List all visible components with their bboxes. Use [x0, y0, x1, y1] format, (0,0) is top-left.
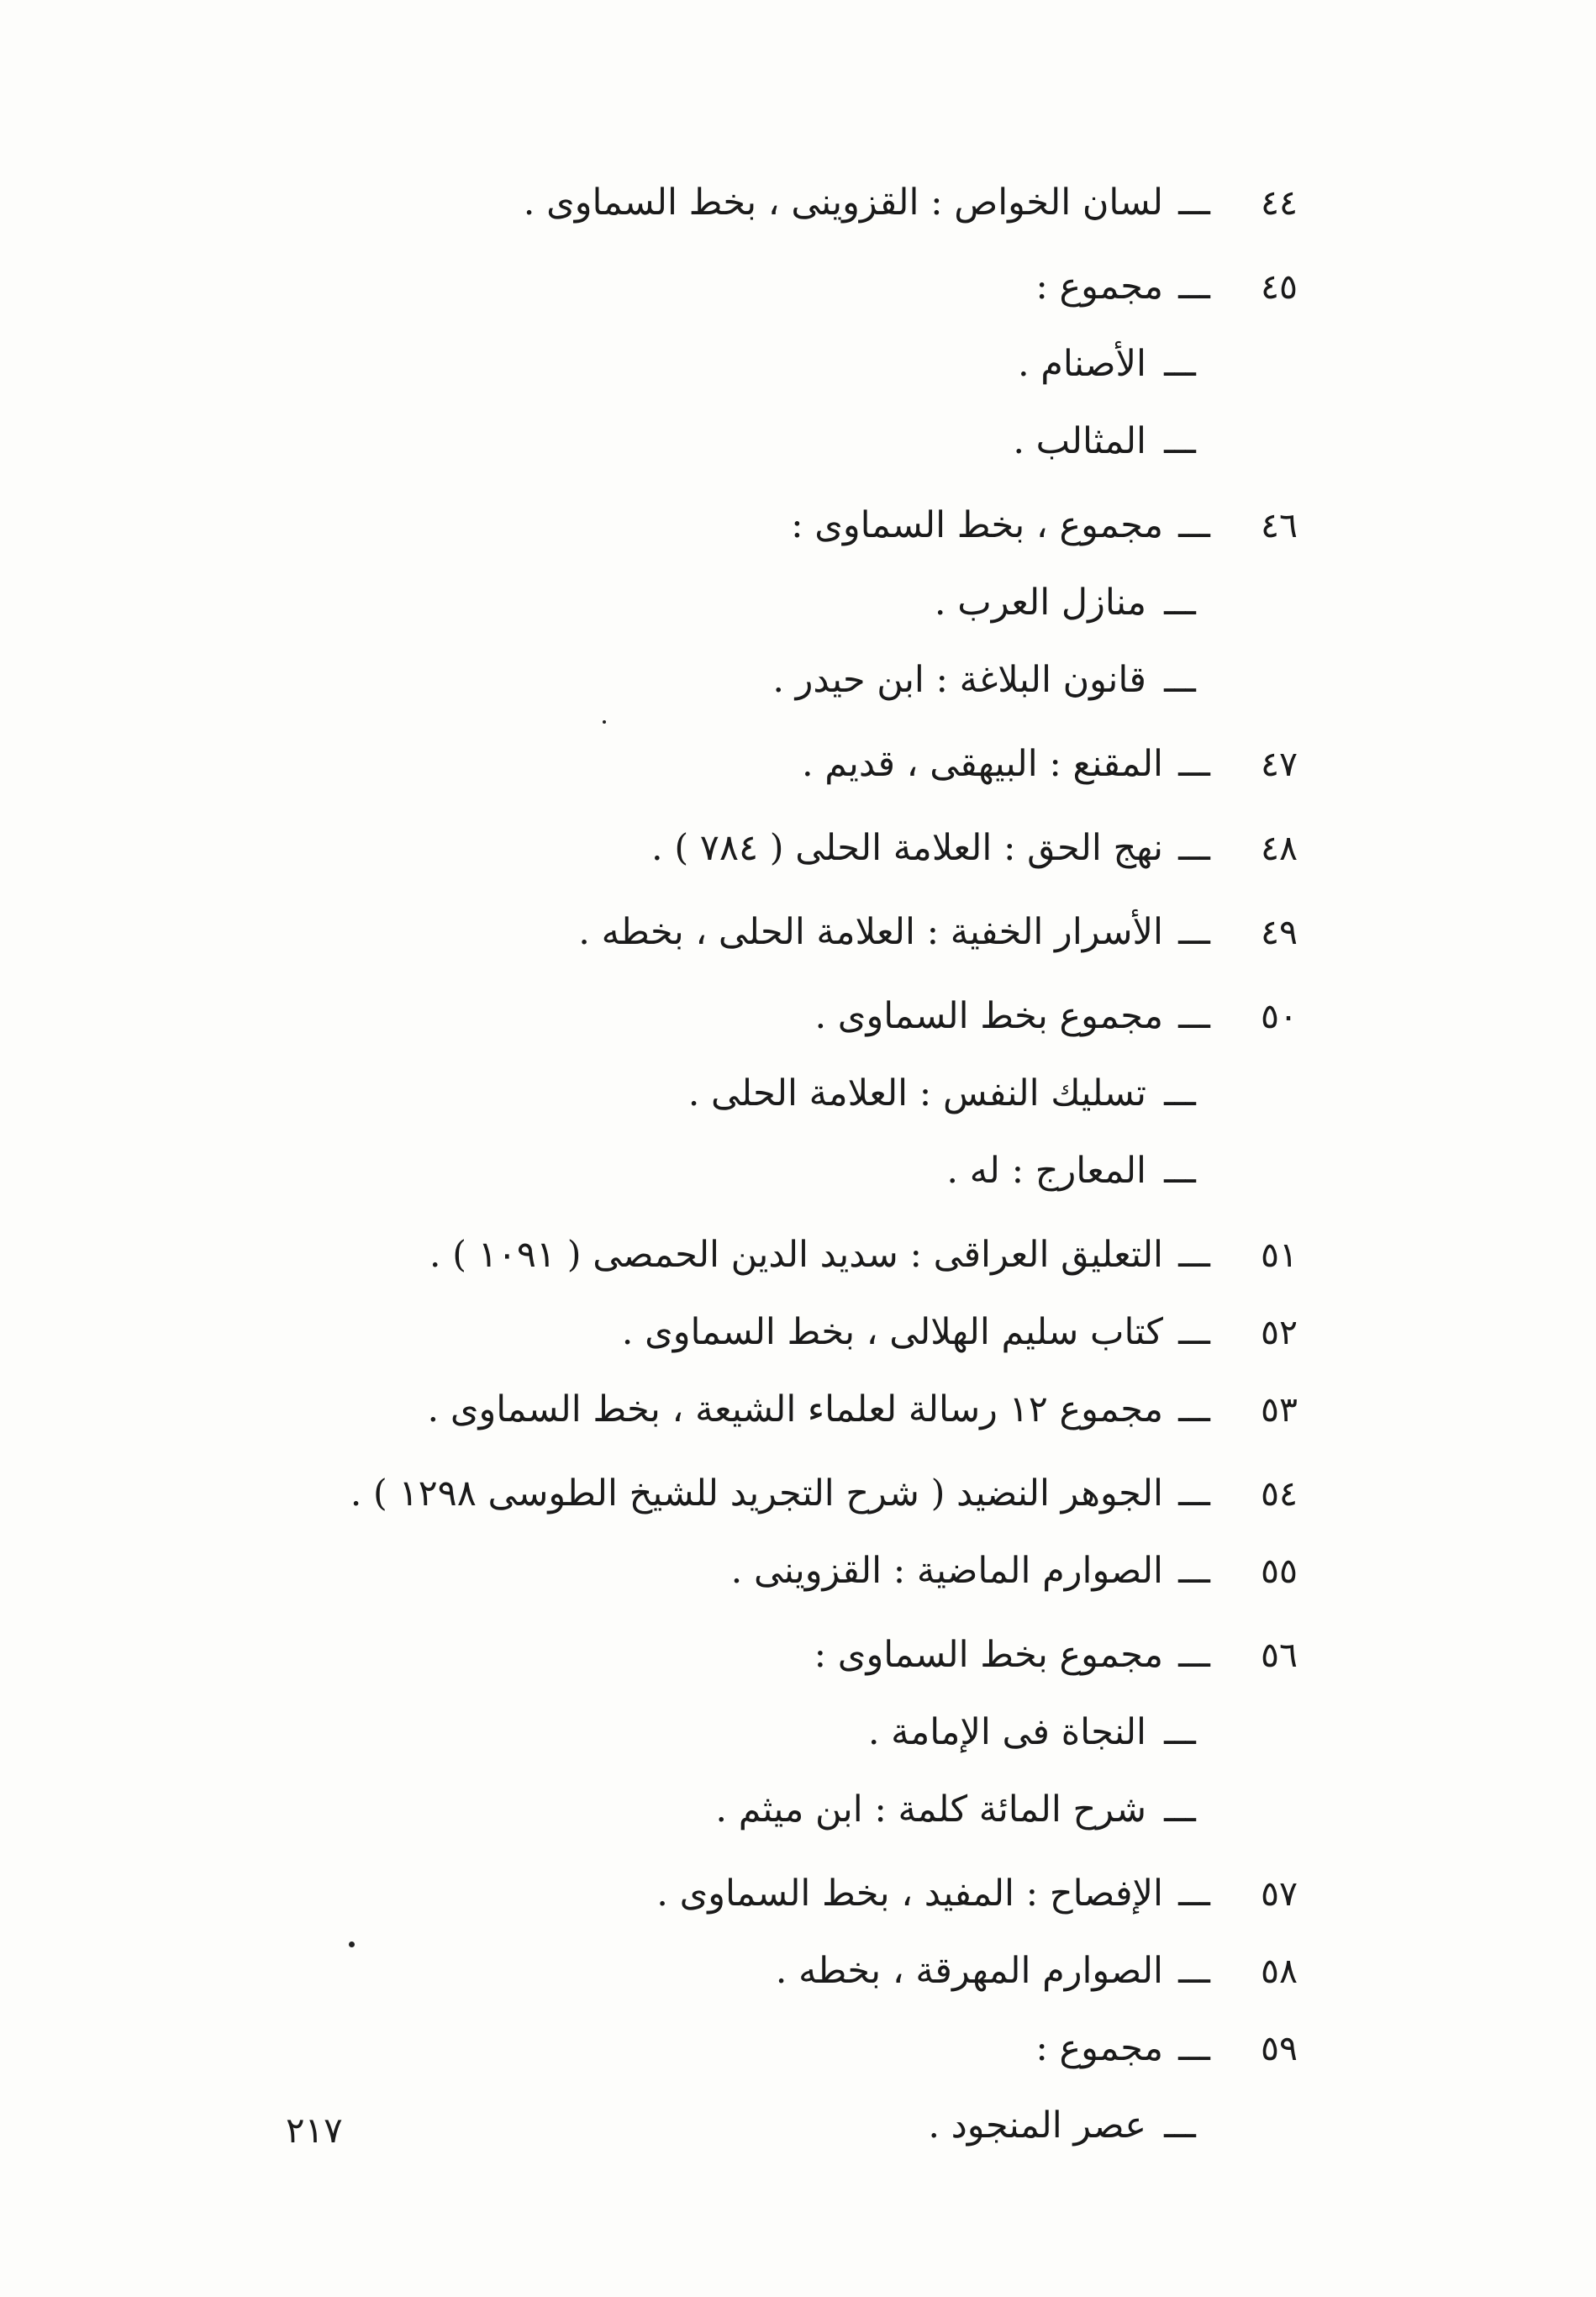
catalog-entry [306, 1371, 1298, 1448]
entry-text: مجموع : [1035, 2027, 1163, 2069]
catalog-entry [306, 977, 1298, 1055]
catalog-subentry [306, 641, 1298, 719]
entry-text: المقنع : البيهقى ، قديم . [801, 743, 1163, 785]
entry-text: لسان الخواص : القزوينى ، بخط السماوى . [523, 182, 1163, 224]
entry-text: مجموع ١٢ رسالة لعلماء الشيعة ، بخط السماوى . [427, 1388, 1163, 1430]
subentry-dash: ـــ [1164, 1789, 1196, 1831]
entry-number: ٥٧ [1260, 1873, 1298, 1914]
catalog-subentry [306, 1771, 1298, 1848]
subentry-dash: ـــ [1164, 343, 1196, 385]
subentry-dash: ـــ [1164, 582, 1196, 624]
entry-number: ٥٠ [1260, 996, 1298, 1036]
catalog-entry [306, 1616, 1298, 1694]
subentry-text: منازل العرب . [934, 582, 1146, 624]
entry-dash: ـــ [1178, 743, 1210, 785]
entry-number: ٤٥ [1260, 266, 1298, 307]
catalog-subentry [306, 1694, 1298, 1771]
entry-text: مجموع ، بخط السماوى : [791, 504, 1163, 546]
entry-text: مجموع بخط السماوى : [814, 1634, 1163, 1676]
subentry-text: عصر المنجود . [928, 2105, 1146, 2147]
catalog-entry [306, 2010, 1298, 2087]
subentry-dash: ـــ [1164, 1072, 1196, 1114]
subentry-dash: ـــ [1164, 420, 1196, 462]
subentry-text: شرح المائة كلمة : ابن ميثم . [715, 1789, 1146, 1831]
catalog-entry [306, 893, 1298, 971]
subentry-text: قانون البلاغة : ابن حيدر . [772, 659, 1146, 701]
entry-number: ٤٨ [1260, 828, 1298, 868]
entry-number: ٥٤ [1260, 1473, 1298, 1514]
catalog-entry [306, 487, 1298, 564]
subentry-text: تسليك النفس : العلامة الحلى . [687, 1072, 1146, 1114]
entry-number: ٤٩ [1260, 912, 1298, 952]
entry-text: الجوهر النضيد ( شرح التجريد للشيخ الطوسى ١٢٩٨ ) . [350, 1473, 1163, 1515]
entry-dash: ـــ [1178, 182, 1210, 224]
catalog-subentry [306, 325, 1298, 403]
entry-number: ٥٨ [1260, 1951, 1298, 1991]
catalog-entry [306, 1455, 1298, 1532]
catalog-entry [306, 725, 1298, 803]
entry-text: الأسرار الخفية : العلامة الحلى ، بخطه . [578, 911, 1163, 953]
catalog-entry [306, 809, 1298, 887]
catalog-entry [306, 164, 1298, 241]
catalog-entry [306, 1293, 1298, 1371]
entry-text: مجموع : [1035, 266, 1163, 308]
entry-dash: ـــ [1178, 1950, 1210, 1992]
entry-number: ٤٤ [1260, 182, 1298, 223]
subentry-text: المثالب . [1013, 420, 1146, 462]
subentry-dash: ـــ [1164, 2105, 1196, 2147]
entry-number: ٥٩ [1260, 2028, 1298, 2068]
entry-number: ٥٦ [1260, 1635, 1298, 1675]
catalog-subentry [306, 1132, 1298, 1209]
entry-dash: ـــ [1178, 266, 1210, 308]
entry-text: مجموع بخط السماوى . [814, 995, 1163, 1037]
entry-text: الإفصاح : المفيد ، بخط السماوى . [656, 1873, 1163, 1915]
entry-text: كتاب سليم الهلالى ، بخط السماوى . [621, 1311, 1163, 1353]
catalog-list [306, 164, 1298, 2164]
entry-number: ٥٢ [1260, 1312, 1298, 1352]
subentry-text: الأصنام . [1017, 343, 1146, 385]
subentry-dash: ـــ [1164, 1150, 1196, 1192]
catalog-entry [306, 1532, 1298, 1609]
catalog-subentry [306, 403, 1298, 480]
entry-dash: ـــ [1178, 827, 1210, 869]
entry-dash: ـــ [1178, 1388, 1210, 1430]
subentry-dash: ـــ [1164, 1711, 1196, 1753]
entry-dash: ـــ [1178, 911, 1210, 953]
entry-text: التعليق العراقى : سديد الدين الحمصى ( ١٠٩١ ) . [429, 1234, 1163, 1276]
paper-speck [349, 1941, 355, 1947]
entry-dash: ـــ [1178, 504, 1210, 546]
entry-dash: ـــ [1178, 1634, 1210, 1676]
entry-number: ٥٣ [1260, 1389, 1298, 1430]
paper-speck [603, 720, 606, 724]
entry-dash: ـــ [1178, 995, 1210, 1037]
entry-number: ٥١ [1260, 1235, 1298, 1275]
entry-dash: ـــ [1178, 1234, 1210, 1276]
entry-text: الصوارم المهرقة ، بخطه . [775, 1950, 1163, 1992]
entry-number: ٤٦ [1260, 505, 1298, 545]
entry-dash: ـــ [1178, 1550, 1210, 1592]
entry-dash: ـــ [1178, 2027, 1210, 2069]
catalog-subentry [306, 2087, 1298, 2164]
catalog-entry [306, 248, 1298, 325]
entry-text: الصوارم الماضية : القزوينى . [730, 1550, 1163, 1592]
catalog-subentry [306, 1055, 1298, 1132]
page-number: ٢١٧ [286, 2110, 343, 2151]
catalog-entry [306, 1216, 1298, 1293]
subentry-dash: ـــ [1164, 659, 1196, 701]
catalog-entry [306, 1932, 1298, 2010]
entry-number: ٤٧ [1260, 744, 1298, 784]
entry-text: نهج الحق : العلامة الحلى ( ٧٨٤ ) . [651, 827, 1163, 869]
entry-dash: ـــ [1178, 1311, 1210, 1353]
entry-dash: ـــ [1178, 1473, 1210, 1515]
subentry-text: المعارج : له . [946, 1150, 1146, 1192]
entry-dash: ـــ [1178, 1873, 1210, 1915]
catalog-entry [306, 1855, 1298, 1932]
subentry-text: النجاة فى الإمامة . [867, 1711, 1146, 1753]
catalog-subentry [306, 564, 1298, 641]
entry-number: ٥٥ [1260, 1551, 1298, 1591]
